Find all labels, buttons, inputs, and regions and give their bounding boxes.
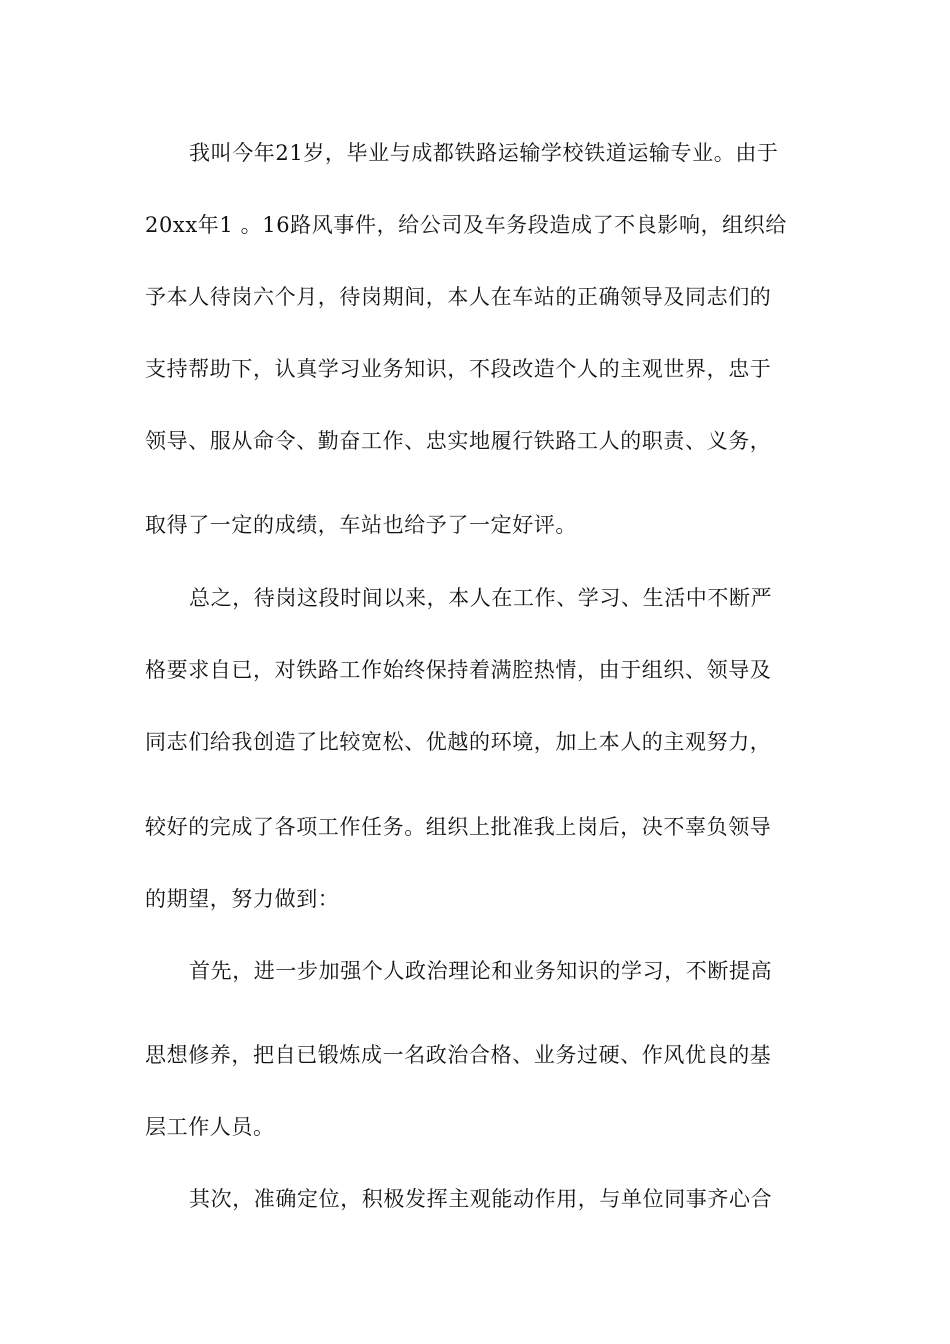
text-line-3: 予本人待岗六个月，待岗期间，本人在车站的正确领导及同志们的 [145,285,772,309]
text-line-6: 取得了一定的成绩，车站也给予了一定好评。 [145,513,577,537]
text-line-14: 层工作人员。 [145,1115,275,1139]
text-line-2: 20xx年1 。16路风事件，给公司及车务段造成了不良影响，组织给 [145,213,787,237]
text-line-10: 较好的完成了各项工作任务。组织上批准我上岗后，决不辜负领导 [145,815,772,839]
text-line-15: 其次，准确定位，积极发挥主观能动作用，与单位同事齐心合 [189,1187,773,1211]
text-line-1: 我叫今年21岁，毕业与成都铁路运输学校铁道运输专业。由于 [189,141,779,165]
text-line-4: 支持帮助下，认真学习业务知识，不段改造个人的主观世界，忠于 [145,357,772,381]
text-line-7: 总之，待岗这段时间以来，本人在工作、学习、生活中不断严 [189,586,773,610]
text-line-11: 的期望，努力做到： [145,887,340,911]
text-line-9: 同志们给我创造了比较宽松、优越的环境，加上本人的主观努力， [145,730,772,754]
text-line-5: 领导、服从命令、勤奋工作、忠实地履行铁路工人的职责、义务， [145,429,772,453]
text-line-8: 格要求自已，对铁路工作始终保持着满腔热情，由于组织、领导及 [145,658,772,682]
text-line-12: 首先，进一步加强个人政治理论和业务知识的学习，不断提高 [189,959,773,983]
text-line-13: 思想修养，把自已锻炼成一名政治合格、业务过硬、作风优良的基 [145,1043,772,1067]
